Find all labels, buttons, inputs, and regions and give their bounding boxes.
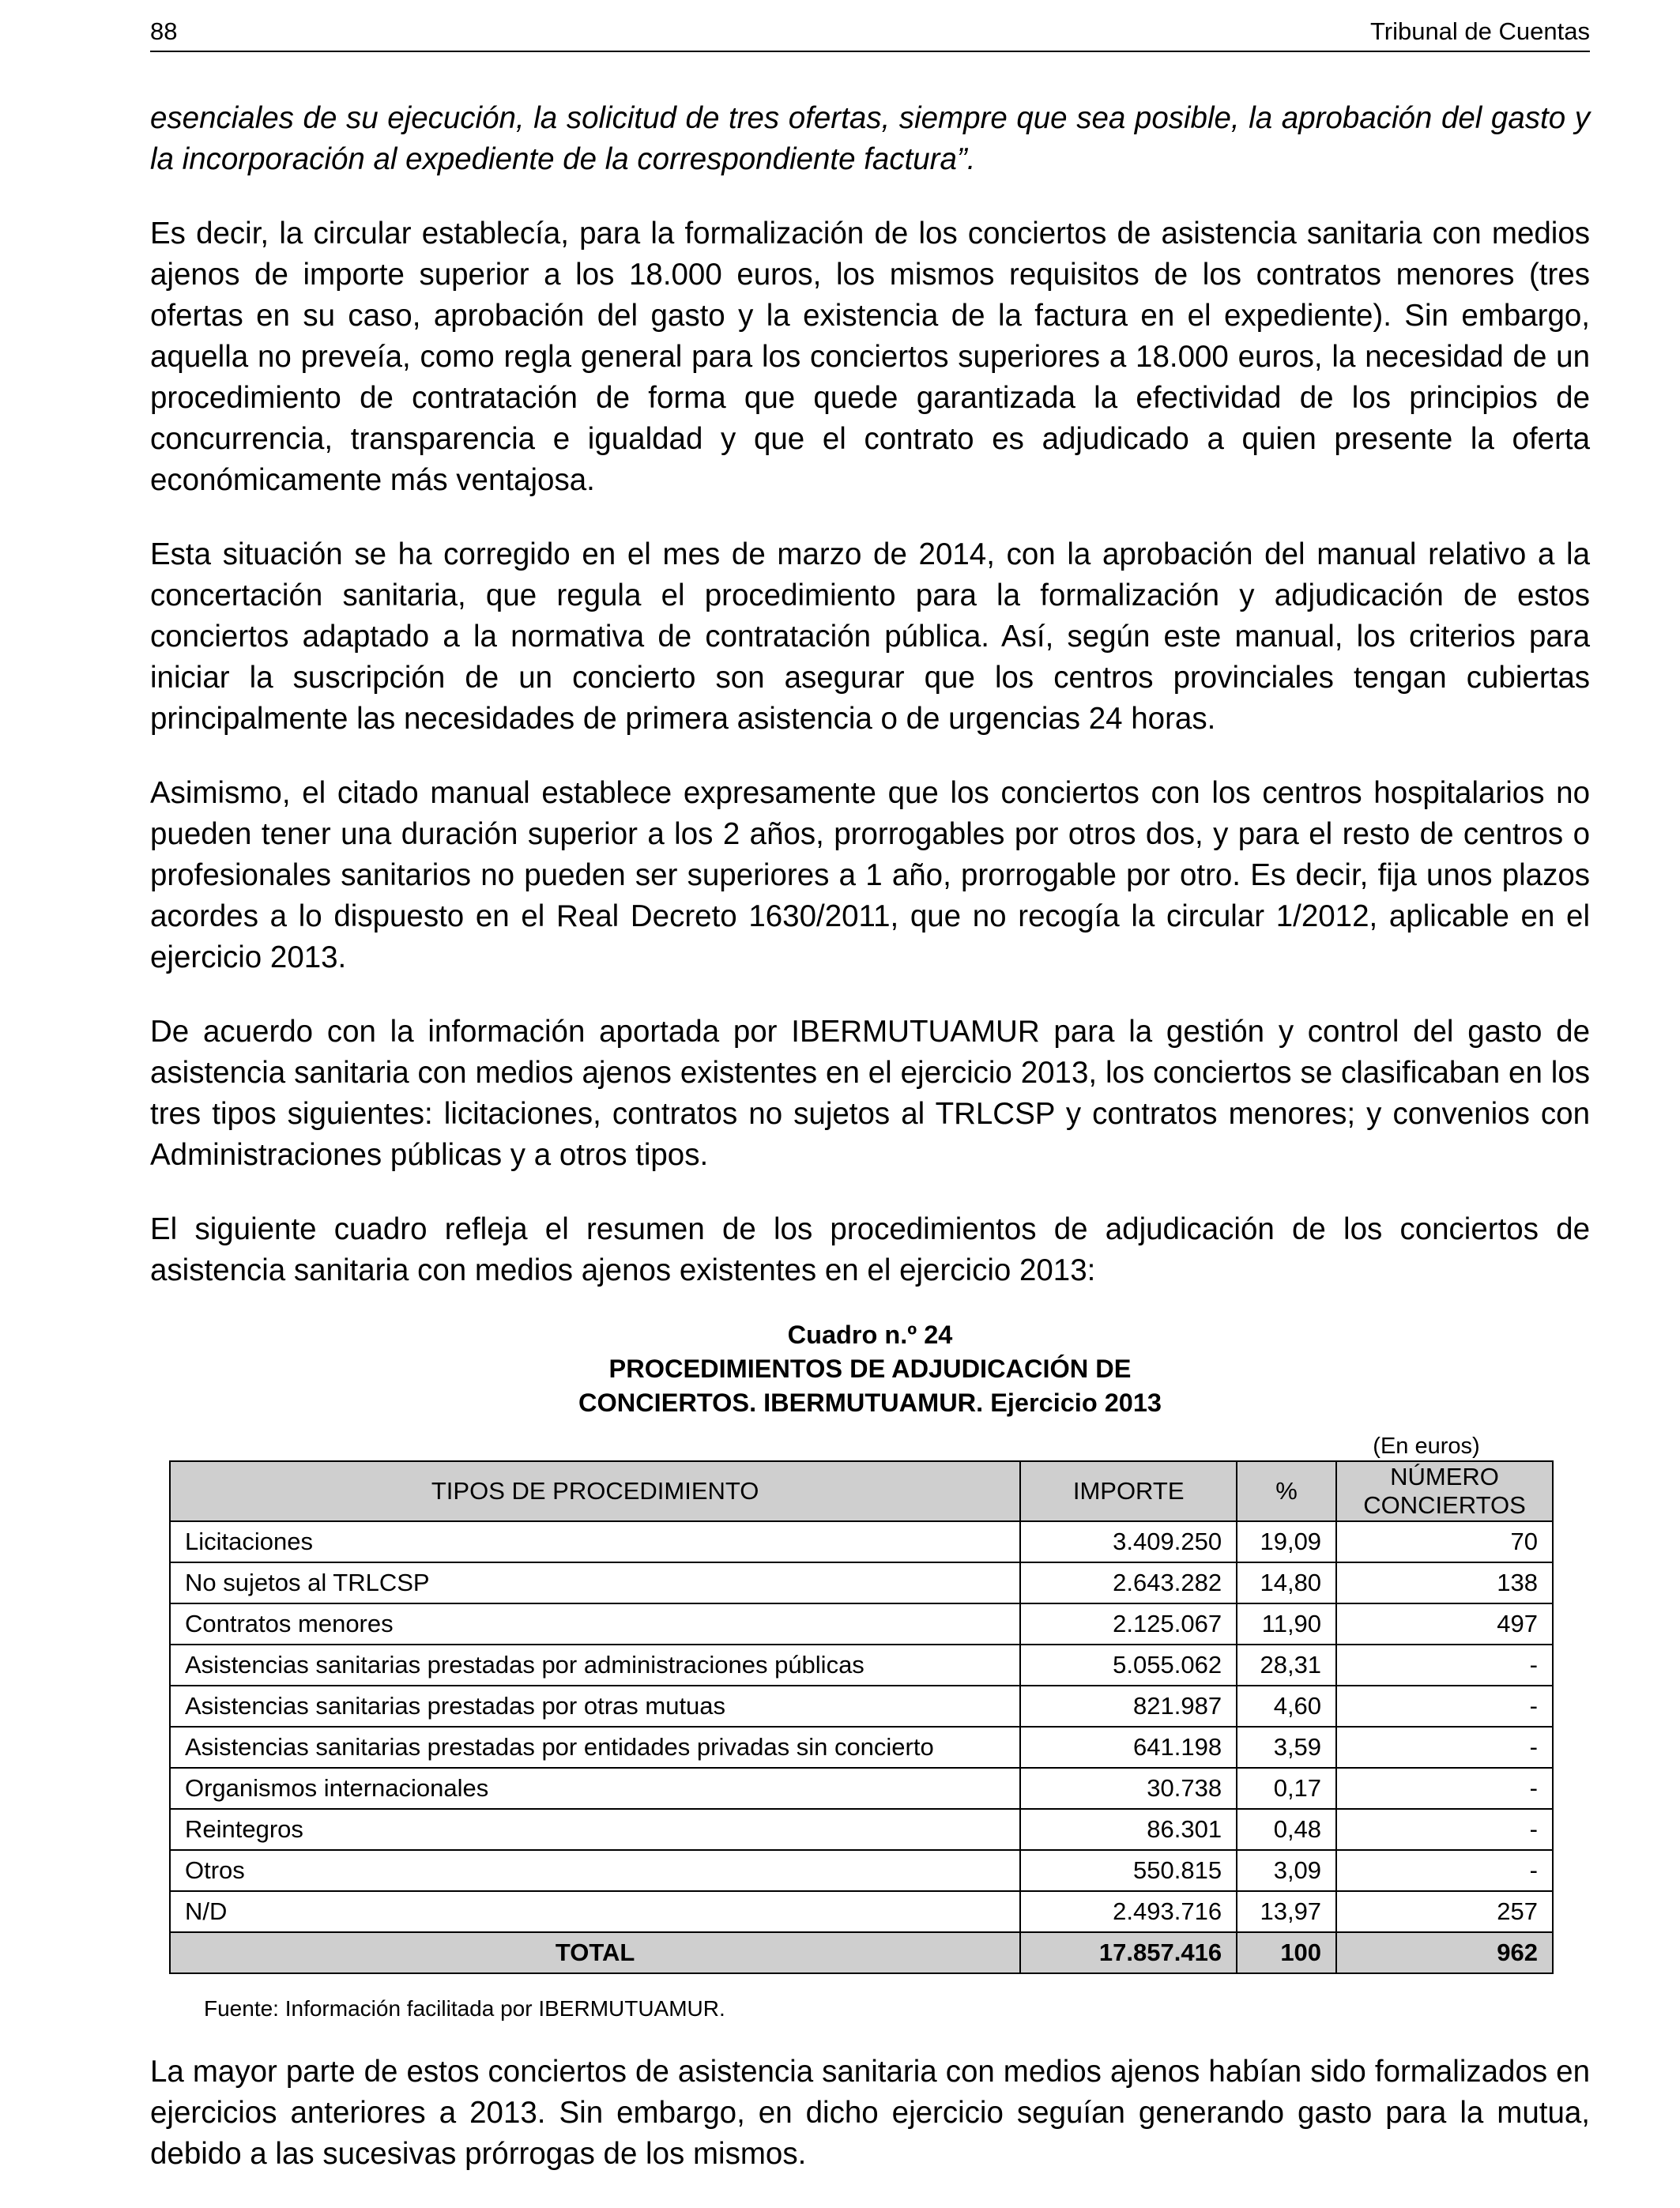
header-importe: IMPORTE xyxy=(1020,1461,1237,1521)
table-row xyxy=(170,1603,1553,1645)
cell-importe: 2.643.282 xyxy=(1020,1562,1237,1603)
table-row xyxy=(170,1809,1553,1850)
cell-numero: 497 xyxy=(1336,1603,1553,1645)
paragraph-classification: De acuerdo con la información aportada por IBERMUTUAMUR para la gestión y control del gasto de asistencia sanitaria con medios ajenos existentes en el ejercicio 2013, los conciertos se clasificaban en los tres tipos siguientes: licitaciones, contratos no sujetos al TRLCSP y contratos menores; y convenios con Administraciones públicas y a otros tipos. xyxy=(150,1015,1590,1172)
cell-importe: 821.987 xyxy=(1020,1686,1237,1727)
table-total-row xyxy=(170,1932,1553,1973)
cell-tipo: Reintegros xyxy=(170,1809,1020,1850)
cell-tipo: Asistencias sanitarias prestadas por administraciones públicas xyxy=(170,1645,1020,1686)
paragraph-quote-end: esenciales de su ejecución, la solicitud de tres ofertas, siempre que sea posible, la aprobación del gasto y la incorporación al expediente de la correspondiente factura”. xyxy=(150,101,1590,176)
table-row xyxy=(170,1850,1553,1891)
cell-importe: 30.738 xyxy=(1020,1768,1237,1809)
cell-importe: 5.055.062 xyxy=(1020,1645,1237,1686)
cell-numero: - xyxy=(1336,1686,1553,1727)
cell-numero: - xyxy=(1336,1727,1553,1768)
cell-pct: 3,59 xyxy=(1237,1727,1336,1768)
cell-importe: 86.301 xyxy=(1020,1809,1237,1850)
cell-numero: 257 xyxy=(1336,1891,1553,1932)
total-importe: 17.857.416 xyxy=(1020,1932,1237,1973)
body-text-top xyxy=(150,98,1590,1324)
total-label: TOTAL xyxy=(170,1932,1020,1973)
cell-pct: 14,80 xyxy=(1237,1562,1336,1603)
cell-numero: - xyxy=(1336,1645,1553,1686)
table-row xyxy=(170,1686,1553,1727)
cell-importe: 550.815 xyxy=(1020,1850,1237,1891)
table-row xyxy=(170,1727,1553,1768)
paragraph-duration: Asimismo, el citado manual establece expresamente que los conciertos con los centros hospitalarios no pueden tener una duración superior a los 2 años, prorrogables por otros dos, y para el resto de centros o profesionales sanitarios no pueden ser superiores a 1 año, prorrogable por otro. Es decir, fija unos plazos acordes a lo dispuesto en el Real Decreto 1630/2011, que no recogía la circular 1/2012, aplicable en el ejercicio 2013. xyxy=(150,776,1590,974)
table-row xyxy=(170,1645,1553,1686)
paragraph-circular: Es decir, la circular establecía, para la formalización de los conciertos de asistencia sanitaria con medios ajenos de importe superior a los 18.000 euros, los mismos requisitos de los contratos menores (tres ofertas en su caso, aprobación del gasto y la existencia de la factura en el expediente). Sin embargo, aquella no preveía, como regla general para los conciertos superiores a 18.000 euros, la necesidad de un procedimiento de contratación de forma que quede garantizada la efectividad de los principios de concurrencia, transparencia e igualdad y que el contrato es adjudicado a quien presente la oferta económicamente más ventajosa. xyxy=(150,217,1590,497)
cell-tipo: N/D xyxy=(170,1891,1020,1932)
cell-numero: - xyxy=(1336,1768,1553,1809)
cell-pct: 13,97 xyxy=(1237,1891,1336,1932)
cell-pct: 4,60 xyxy=(1237,1686,1336,1727)
table-body xyxy=(170,1521,1553,1973)
cell-tipo: Asistencias sanitarias prestadas por otras mutuas xyxy=(170,1686,1020,1727)
header-numero-line1: NÚMERO xyxy=(1390,1463,1499,1490)
table-caption xyxy=(150,1318,1590,1420)
cell-numero: - xyxy=(1336,1809,1553,1850)
table-number: Cuadro n.º 24 xyxy=(787,1321,953,1349)
cell-tipo: Organismos internacionales xyxy=(170,1768,1020,1809)
body-text-bottom xyxy=(150,2052,1590,2208)
cell-pct: 19,09 xyxy=(1237,1521,1336,1562)
header-tipo: TIPOS DE PROCEDIMIENTO xyxy=(170,1461,1020,1521)
cell-importe: 2.493.716 xyxy=(1020,1891,1237,1932)
header-numero-line2: CONCIERTOS xyxy=(1363,1491,1526,1519)
page-number: 88 xyxy=(150,17,178,45)
cell-pct: 11,90 xyxy=(1237,1603,1336,1645)
cell-numero: 138 xyxy=(1336,1562,1553,1603)
cell-importe: 3.409.250 xyxy=(1020,1521,1237,1562)
header-numero xyxy=(1336,1461,1553,1521)
cell-pct: 0,48 xyxy=(1237,1809,1336,1850)
procedures-table xyxy=(169,1460,1554,1974)
table-row xyxy=(170,1891,1553,1932)
paragraph-closing: La mayor parte de estos conciertos de asistencia sanitaria con medios ajenos habían sido formalizados en ejercicios anteriores a 2013. Sin embargo, en dicho ejercicio seguían generando gasto para la mutua, debido a las sucesivas prórrogas de los mismos. xyxy=(150,2055,1590,2171)
table-header-row xyxy=(170,1461,1553,1521)
page-header xyxy=(150,16,1590,52)
table-row xyxy=(170,1521,1553,1562)
paragraph-table-intro: El siguiente cuadro refleja el resumen de los procedimientos de adjudicación de los conciertos de asistencia sanitaria con medios ajenos existentes en el ejercicio 2013: xyxy=(150,1212,1590,1287)
publisher-name: Tribunal de Cuentas xyxy=(1369,17,1590,45)
cell-numero: - xyxy=(1336,1850,1553,1891)
cell-tipo: No sujetos al TRLCSP xyxy=(170,1562,1020,1603)
table-row xyxy=(170,1562,1553,1603)
table-units: (En euros) xyxy=(1373,1434,1480,1459)
table-title-line1: PROCEDIMIENTOS DE ADJUDICACIÓN DE xyxy=(608,1355,1132,1383)
paragraph-manual: Esta situación se ha corregido en el mes de marzo de 2014, con la aprobación del manual relativo a la concertación sanitaria, que regula el procedimiento para la formalización y adjudicación de estos conciertos adaptado a la normativa de contratación pública. Así, según este manual, los criterios para iniciar la suscripción de un concierto son asegurar que los centros provinciales tengan cubiertas principalmente las necesidades de primera asistencia o de urgencias 24 horas. xyxy=(150,537,1590,736)
cell-pct: 3,09 xyxy=(1237,1850,1336,1891)
cell-tipo: Asistencias sanitarias prestadas por entidades privadas sin concierto xyxy=(170,1727,1020,1768)
cell-tipo: Otros xyxy=(170,1850,1020,1891)
table-source: Fuente: Información facilitada por IBERMUTUAMUR. xyxy=(204,1996,725,2021)
total-numero: 962 xyxy=(1336,1932,1553,1973)
cell-tipo: Contratos menores xyxy=(170,1603,1020,1645)
cell-pct: 0,17 xyxy=(1237,1768,1336,1809)
cell-tipo: Licitaciones xyxy=(170,1521,1020,1562)
cell-pct: 28,31 xyxy=(1237,1645,1336,1686)
table-title-line2: CONCIERTOS. IBERMUTUAMUR. Ejercicio 2013 xyxy=(578,1388,1162,1417)
total-pct: 100 xyxy=(1237,1932,1336,1973)
table-row xyxy=(170,1768,1553,1809)
cell-importe: 641.198 xyxy=(1020,1727,1237,1768)
cell-importe: 2.125.067 xyxy=(1020,1603,1237,1645)
header-pct: % xyxy=(1237,1461,1336,1521)
cell-numero: 70 xyxy=(1336,1521,1553,1562)
